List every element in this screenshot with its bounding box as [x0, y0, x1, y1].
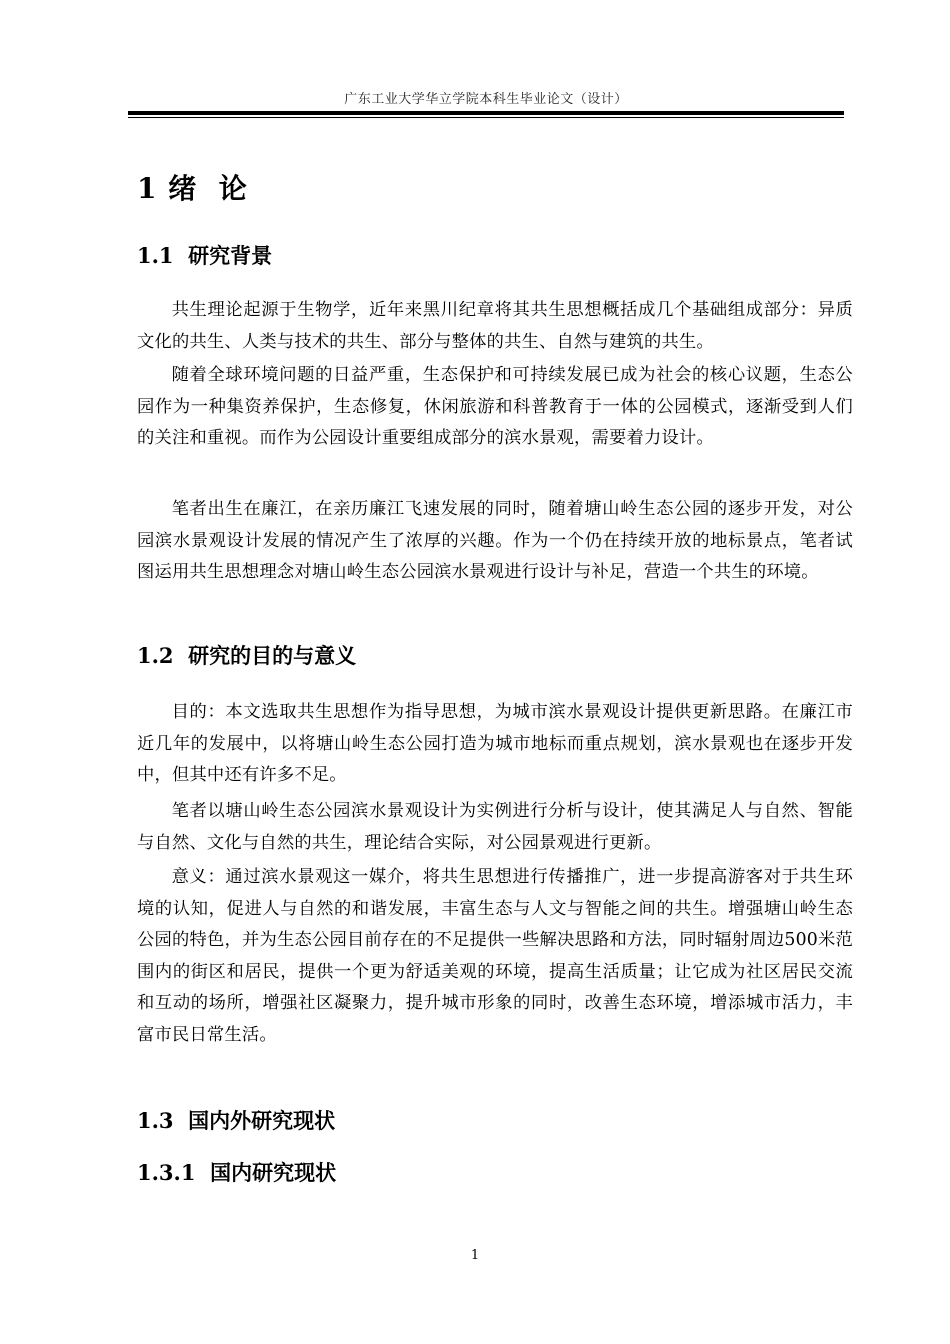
paragraph-1-1-b: 随着全球环境问题的日益严重，生态保护和可持续发展已成为社会的核心议题，生态公园作为一种集资养保护，生态修复，休闲旅游和科普教育于一体的公园模式，逐渐受到人们的关注和重视。而作为公园设计重要组成部分的滨水景观，需要着力设计。: [137, 365, 853, 448]
paragraph-1-2-b: 笔者以塘山岭生态公园滨水景观设计为实例进行分析与设计，使其满足人与自然、智能与自然、文化与自然的共生，理论结合实际，对公园景观进行更新。: [137, 801, 853, 853]
page-number: 1: [470, 1248, 480, 1263]
paragraph-1-2-a: 目的：本文选取共生思想作为指导思想，为城市滨水景观设计提供更新思路。在廉江市近几年的发展中，以将塘山岭生态公园打造为城市地标而重点规划，滨水景观也在逐步开发中，但其中还有许多不足。: [137, 702, 853, 785]
paragraph-1-2-c: 意义：通过滨水景观这一媒介，将共生思想进行传播推广，进一步提高游客对于共生环境的认知，促进人与自然的和谐发展，丰富生态与人文与智能之间的共生。增强塘山岭生态公园的特色，并为生态公园目前存在的不足提供一些解决思路和方法，同时辐射周边500米范围内的街区和居民，提供一个更为舒适美观的环境，提高生活质量；让它成为社区居民交流和互动的场所，增强社区凝聚力，提升城市形象的同时，改善生态环境，增添城市活力，丰富市民日常生活。: [137, 867, 853, 1045]
section-heading-1-3-1: 1.3.1 国内研究现状: [137, 1160, 337, 1185]
paragraph-1-1-c: 笔者出生在廉江，在亲历廉江飞速发展的同时，随着塘山岭生态公园的逐步开发，对公园滨水景观设计发展的情况产生了浓厚的兴趣。作为一个仍在持续开放的地标景点，笔者试图运用共生思想理念对塘山岭生态公园滨水景观进行设计与补足，营造一个共生的环境。: [137, 499, 853, 582]
section-heading-1-1: 1.1 研究背景: [137, 243, 273, 268]
running-header: 广东工业大学华立学院本科生毕业论文（设计）: [344, 92, 628, 107]
paragraph-1-1-a: 共生理论起源于生物学，近年来黑川纪章将其共生思想概括成几个基础组成部分：异质文化的共生、人类与技术的共生、部分与整体的共生、自然与建筑的共生。: [137, 300, 853, 352]
section-heading-1-2: 1.2 研究的目的与意义: [137, 643, 357, 668]
header-rule-thick: [128, 111, 844, 115]
header-rule-thin: [128, 117, 844, 118]
chapter-title: 1 绪 论: [137, 172, 248, 205]
section-heading-1-3: 1.3 国内外研究现状: [137, 1108, 336, 1133]
